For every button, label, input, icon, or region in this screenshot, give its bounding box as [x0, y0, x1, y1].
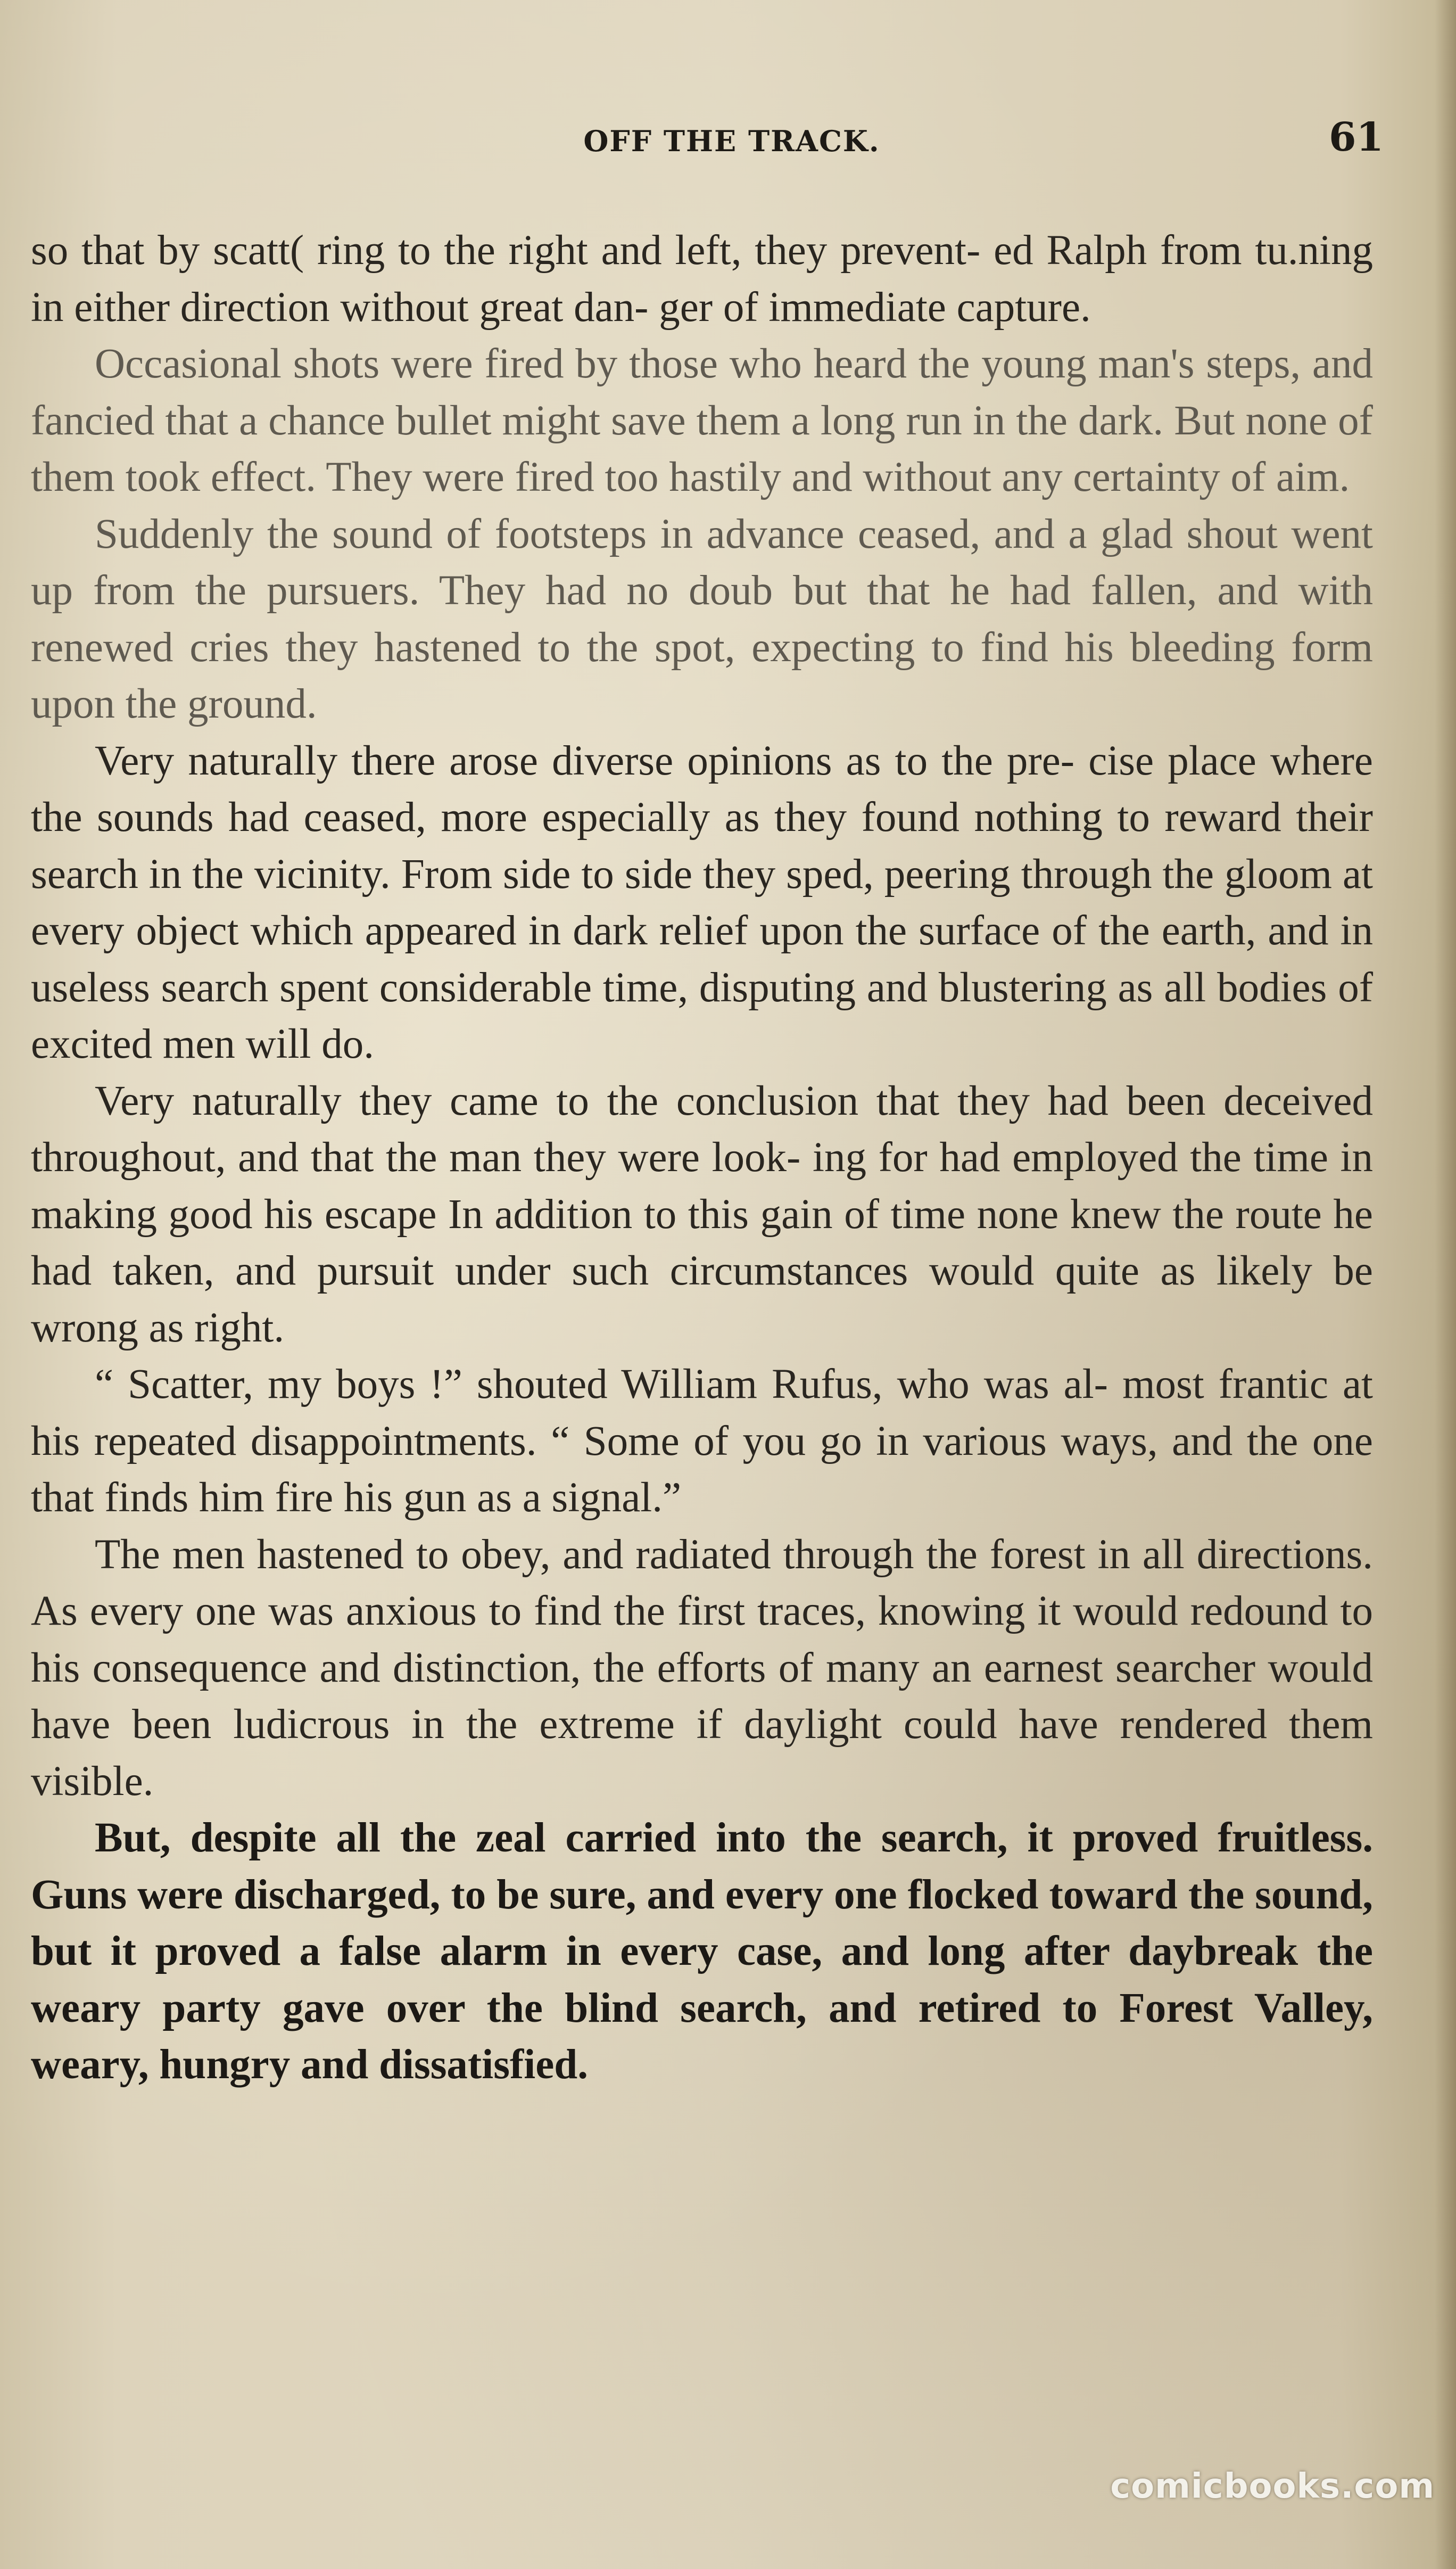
- paragraph: But, despite all the zeal carried into the search, it proved fruitless. Guns were discharged, to be sure, and every one flocked toward the sound, but it proved a false alarm in every case, and long after daybreak the weary party gave over the blind search, and retired to Forest Valley, weary, hungry and dissatisfied.: [31, 1815, 1373, 2088]
- paragraph: “ Scatter, my boys !” shouted William Rufus, who was al- most frantic at his repeated disappointments. “ Some of you go in various ways, and the one that finds him fire his gun as a signal.”: [31, 1361, 1373, 1521]
- paragraph: The men hastened to obey, and radiated through the forest in all directions. As every one was anxious to find the first traces, knowing it would redound to his consequence and distinction, the efforts of many an earnest searcher would have been ludicrous in the extreme if daylight could have rendered them visible.: [31, 1531, 1373, 1805]
- paragraph: Very naturally they came to the conclusion that they had been deceived throughout, and that the man they were look- ing for had employed the time in making good his escape In addition to this gain of time none knew the route he had taken, and pursuit under such circumstances would quite as likely be wrong as right.: [31, 1077, 1373, 1351]
- paragraph: Occasional shots were fired by those who heard the young man's steps, and fancied that a chance bullet might save them a long run in the dark. But none of them took effect. They were fired too hastily and without any certainty of aim.: [31, 341, 1373, 500]
- running-title: OFF THE TRACK.: [583, 124, 880, 158]
- paragraph: Suddenly the sound of footsteps in advance ceased, and a glad shout went up from the pursuers. They had no doub but that he had fallen, and with renewed cries they hastened to the spot, expecting to find his bleeding form upon the ground.: [31, 510, 1373, 727]
- body-text: [31, 223, 1373, 2094]
- page-header: [32, 114, 1384, 162]
- paragraph: Very naturally there arose diverse opinions as to the pre- cise place where the sounds had ceased, more especially as they found nothing to reward their search in the vicinity. From side to side they sped, peering through the gloom at every object which appeared in dark relief upon the surface of the earth, and in useless search spent considerable time, disputing and blustering as all bodies of excited men will do.: [31, 737, 1373, 1067]
- watermark: comicbooks.com: [1110, 2467, 1435, 2506]
- paragraph: so that by scatt( ring to the right and left, they prevent- ed Ralph from tu.ning in either direction without great dan- ger of immediate capture.: [31, 227, 1373, 331]
- page-number: 61: [1329, 114, 1384, 160]
